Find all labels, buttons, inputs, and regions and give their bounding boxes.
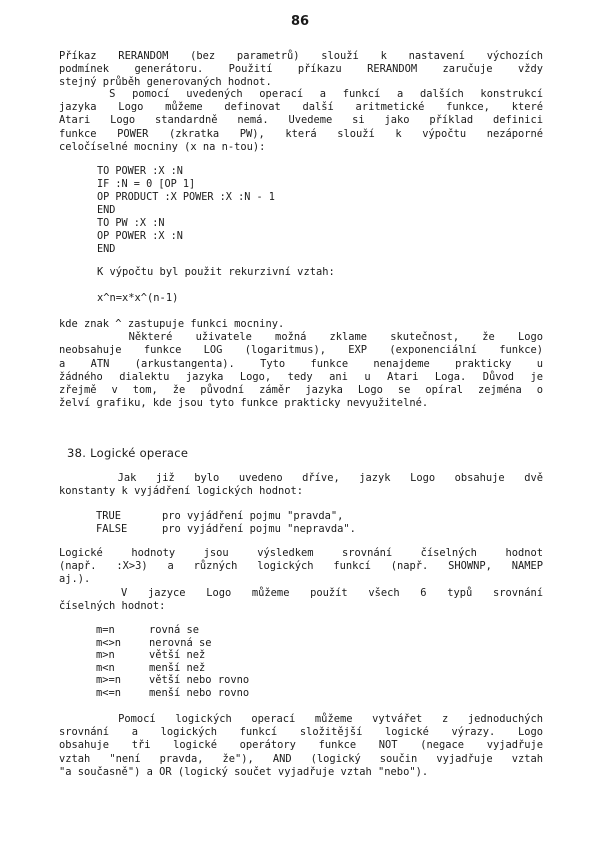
list-item <box>96 624 249 637</box>
comparison-operator: m<>n <box>96 636 122 649</box>
list-item <box>96 662 249 675</box>
text-line: Některé uživatele možná zklame skutečnost, že Logo <box>59 331 543 344</box>
text-line: Jak již bylo uvedeno dříve, jazyk Logo obsahuje dvě <box>59 472 543 484</box>
text-line: neobsahuje funkce LOG (logaritmus), EXP (exponenciální funkce) <box>59 344 543 357</box>
comparison-description: větší než <box>149 649 206 662</box>
code-line: OP PRODUCT :X POWER :X :N - 1 <box>97 192 275 203</box>
text-line: Atari Logo standardně nemá. Uvedeme si jako příklad definici <box>59 114 543 127</box>
page-number: 86 <box>290 14 310 29</box>
comparison-list <box>96 624 249 700</box>
text-line: zřejmě v tom, že původní záměr jazyka Logo se opíral zejména o <box>59 384 543 397</box>
paragraph-logical-operators <box>59 713 543 779</box>
text-line: S pomocí uvedených operací a funkcí a dalších konstrukcí <box>59 88 543 100</box>
text-line: vztah "není pravda, že"), AND (logický součin vyjadřuje vztah <box>59 752 543 765</box>
paragraph-power-intro <box>59 88 543 154</box>
list-item <box>96 687 249 700</box>
paragraph-missing-functions <box>59 318 543 410</box>
comparison-description: větší nebo rovno <box>149 674 250 687</box>
comparison-description: menší nebo rovno <box>149 686 250 699</box>
text-line: aj.). <box>59 573 91 586</box>
comparison-operator: m<n <box>96 661 115 674</box>
list-item <box>96 674 249 687</box>
text-line: V jazyce Logo můžeme použít všech 6 typů srovnání <box>59 586 543 599</box>
list-item <box>96 649 249 662</box>
comparison-description: nerovná se <box>149 636 212 649</box>
text-line: funkce POWER (zkratka PW), která slouží k výpočtu nezáporné <box>59 127 543 140</box>
section-heading: 38. Logické operace <box>67 446 189 460</box>
text-line: konstanty k vyjádření logických hodnot: <box>59 485 303 498</box>
comparison-operator: m=n <box>96 624 115 636</box>
text-line: žádného dialektu jazyka Logo, tedy ani u Atari Loga. Důvod je <box>59 370 543 383</box>
constant-term: FALSE <box>96 522 128 535</box>
formula: x^n=x*x^(n-1) <box>97 292 179 304</box>
comparison-description: rovná se <box>149 624 200 636</box>
code-line: END <box>97 244 116 255</box>
text-line: a ATN (arkustangenta). Tyto funkce nenajdeme prakticky u <box>59 357 543 370</box>
text-line: Pomocí logických operací můžeme vytvářet z jednoduchých <box>59 713 543 725</box>
comparison-operator: m>n <box>96 649 115 662</box>
recursion-note: K výpočtu byl použit rekurzivní vztah: <box>97 266 335 278</box>
code-line: TO PW :X :N <box>97 218 165 229</box>
constant-description: pro vyjádření pojmu "pravda", <box>162 510 344 522</box>
text-line: kde znak ^ zastupuje funkci mocniny. <box>59 318 285 330</box>
constant-term: TRUE <box>96 510 122 522</box>
text-line: želví grafiku, kde jsou tyto funkce prakticky nevyužitelné. <box>59 397 429 410</box>
constants-list <box>96 510 356 535</box>
paragraph-logical-values <box>59 547 543 613</box>
code-line: OP POWER :X :N <box>97 231 183 242</box>
code-line: IF :N = 0 [OP 1] <box>97 179 196 190</box>
text-line: jazyka Logo můžeme definovat další aritmetické funkce, které <box>59 101 543 114</box>
list-item <box>96 523 356 536</box>
comparison-operator: m<=n <box>96 686 122 699</box>
text-line: celočíselné mocniny (x na n-tou): <box>59 140 266 153</box>
list-item <box>96 510 356 523</box>
text-line: Příkaz RERANDOM (bez parametrů) slouží k nastavení výchozích <box>59 50 543 62</box>
text-line: obsahuje tři logické operátory funkce NOT (negace vyjadřuje <box>59 739 543 752</box>
text-line: číselných hodnot: <box>59 599 166 612</box>
comparison-description: menší než <box>149 661 206 674</box>
text-line: "a současně") a OR (logický součet vyjadřuje vztah "nebo"). <box>59 765 429 778</box>
code-line: END <box>97 205 116 216</box>
comparison-operator: m>=n <box>96 674 122 687</box>
code-line: TO POWER :X :N <box>97 166 183 177</box>
list-item <box>96 637 249 650</box>
text-line: (např. :X>3) a různých logických funkcí (např. SHOWNP, NAMEP <box>59 560 543 573</box>
text-line: srovnání a logických funkcí složitější logické výrazy. Logo <box>59 726 543 739</box>
text-line: stejný průběh generovaných hodnot. <box>59 76 272 89</box>
constant-description: pro vyjádření pojmu "nepravda". <box>162 522 356 535</box>
text-line: Logické hodnoty jsou výsledkem srovnání číselných hodnot <box>59 547 543 559</box>
code-block-power <box>97 165 275 256</box>
paragraph-constants-intro <box>59 472 543 498</box>
text-line: podmínek generátoru. Použití příkazu RERANDOM zaručuje vždy <box>59 63 543 76</box>
paragraph-rerandom <box>59 50 543 90</box>
